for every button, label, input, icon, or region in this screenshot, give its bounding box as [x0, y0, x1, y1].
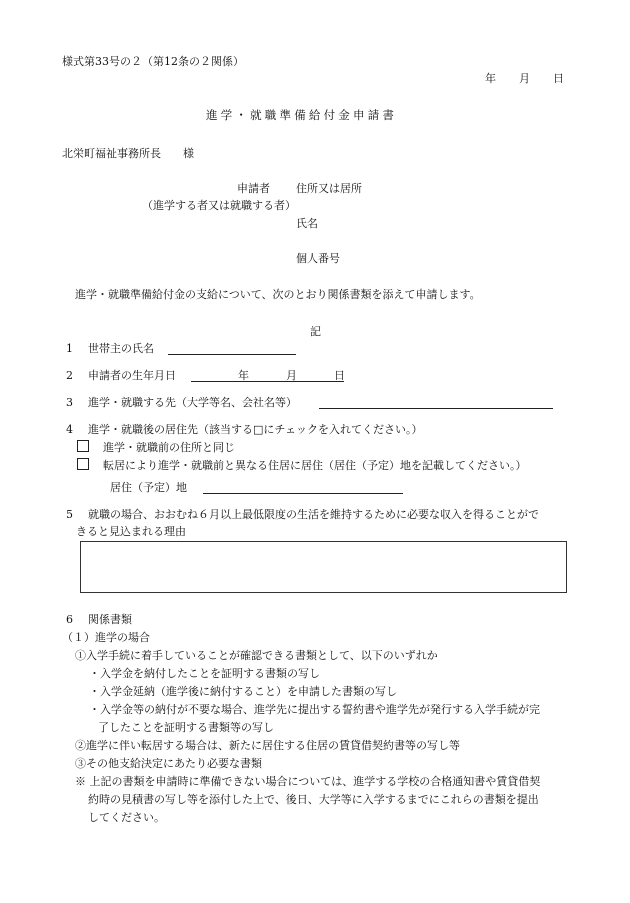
- item4-number: 4: [66, 423, 73, 436]
- item5-number: 5: [66, 508, 73, 521]
- form-number: 様式第33号の２（第12条の２関係）: [62, 55, 244, 68]
- item6-note-line3: してください。: [88, 811, 165, 824]
- householder-name-field[interactable]: [168, 354, 296, 355]
- birth-year-label: 年: [238, 369, 249, 382]
- item6-note-line2: 約時の見積書の写し等を添付した上で、後日、大学等に入学するまでにこれらの書類を提出: [88, 793, 539, 806]
- item6-c1: ①入学手続に着手していることが確認できる書類として、以下のいずれか: [75, 649, 438, 662]
- residence-label: 居住（予定）地: [110, 481, 187, 494]
- birth-day-label: 日: [334, 369, 345, 382]
- item2-number: 2: [66, 369, 73, 382]
- intro-text: 進学・就職準備給付金の支給について、次のとおり関係書類を添えて申請します。: [75, 288, 481, 301]
- addressee: 北栄町福祉事務所長 様: [62, 147, 194, 160]
- residence-field[interactable]: [203, 493, 403, 494]
- option-same-label: 進学・就職前の住所と同じ: [103, 441, 235, 454]
- destination-field[interactable]: [319, 408, 553, 409]
- item1-label: 世帯主の氏名: [88, 342, 154, 355]
- item6-b2: ・入学金延納（進学後に納付すること）を申請した書類の写し: [89, 685, 397, 698]
- item6-b1: ・入学金を納付したことを証明する書類の写し: [89, 667, 320, 680]
- date-month-label: 月: [519, 72, 530, 85]
- item3-label: 進学・就職する先（大学等名、会社名等）: [88, 396, 297, 409]
- item1-number: 1: [66, 342, 73, 355]
- item6-sub1: （１）進学の場合: [62, 631, 150, 644]
- item6-c2: ②進学に伴い転居する場合は、新たに居住する住居の賃貸借契約書等の写し等: [75, 739, 460, 752]
- item6-note-line1: ※ 上記の書類を申請時に準備できない場合については、進学する学校の合格通知書や賃貸借契: [75, 775, 541, 788]
- birth-month-label: 月: [286, 369, 297, 382]
- document-title: 進学・就職準備給付金申請書: [206, 108, 398, 122]
- item6-number: 6: [66, 613, 73, 626]
- item6-label: 関係書類: [88, 613, 132, 626]
- item5-line1: 就職の場合、おおむね６月以上最低限度の生活を維持するために必要な収入を得ることがで: [88, 508, 539, 521]
- item6-c3: ③その他支給決定にあたり必要な書類: [75, 757, 262, 770]
- item5-line2: きると見込まれる理由: [76, 525, 186, 538]
- reason-text-box[interactable]: [80, 541, 567, 593]
- date-day-label: 日: [553, 72, 564, 85]
- address-label: 住所又は居所: [296, 182, 362, 195]
- name-label: 氏名: [296, 217, 318, 230]
- date-year-label: 年: [485, 72, 496, 85]
- residence-option-moved[interactable]: [77, 458, 527, 473]
- checkbox-same-address[interactable]: [77, 440, 89, 452]
- checkbox-moved-address[interactable]: [77, 458, 89, 470]
- item6-b3-line1: ・入学金等の納付が不要な場合、進学先に提出する誓約書や進学先が発行する入学手続が完: [89, 703, 540, 716]
- item2-label: 申請者の生年月日: [88, 369, 176, 382]
- birthdate-field[interactable]: [191, 381, 344, 382]
- option-moved-label: 転居により進学・就職前と異なる住居に居住（居住（予定）地を記載してください。）: [103, 459, 527, 472]
- residence-option-same[interactable]: [77, 440, 235, 455]
- applicant-label: 申請者: [237, 182, 270, 195]
- item6-b3-line2: 了したことを証明する書類等の写し: [98, 721, 274, 734]
- my-number-label: 個人番号: [296, 252, 340, 265]
- applicant-sublabel: （進学する者又は就職する者）: [142, 199, 296, 212]
- item4-label: 進学・就職後の居住先（該当する□にチェックを入れてください。）: [88, 423, 423, 436]
- ki-marker: 記: [310, 325, 321, 338]
- item3-number: 3: [66, 396, 73, 409]
